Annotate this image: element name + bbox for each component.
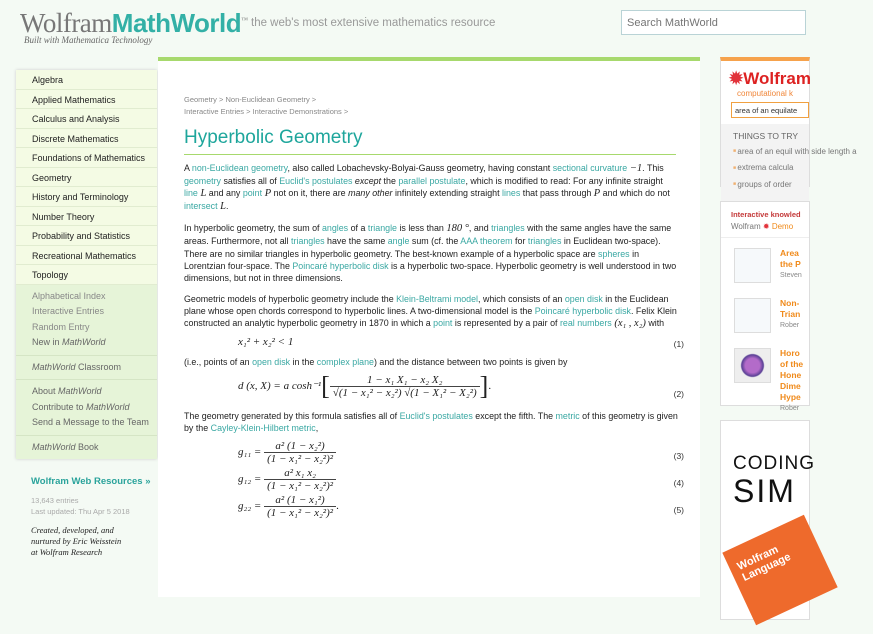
equation-denominator: (1 − x₁² − x₂²)² <box>267 479 334 492</box>
demo-item[interactable] <box>721 238 809 288</box>
text: , <box>315 422 319 433</box>
inline-link[interactable]: Cayley-Klein-Hilbert metric <box>210 422 316 433</box>
equation-numerator: a² x₁ x₂ <box>264 467 336 480</box>
sidebar-lower <box>31 476 156 558</box>
ad-text: CODING <box>733 453 815 474</box>
equation-denominator: (1 − x₁² − x₂²)² <box>267 507 334 520</box>
breadcrumb-separator: > <box>216 95 226 104</box>
equation-denominator: (1 − x₁² − x₂²)² <box>267 452 334 465</box>
math-inline: L <box>217 201 227 213</box>
title-divider <box>184 154 676 155</box>
text: except the fifth. The <box>472 410 556 421</box>
text: Geometric models of hyperbolic geometry include the <box>184 293 397 304</box>
inline-link[interactable]: intersect <box>184 201 218 212</box>
demo-author: Steven <box>780 272 802 279</box>
demo-brand-b: Demo <box>771 222 794 231</box>
demo-brand: Wolfram <box>731 222 761 231</box>
text: in Lorentzian four-space. The <box>184 248 639 271</box>
math-inline: P <box>262 188 272 200</box>
fraction <box>264 467 336 492</box>
text: sum (cf. the <box>409 236 461 247</box>
sidebar-category[interactable]: Probability and Statistics <box>16 226 157 246</box>
demo-spikey-icon: ✹ <box>762 222 770 231</box>
inline-link[interactable]: Poincaré hyperbolic disk <box>534 305 631 316</box>
link-text-italic: MathWorld <box>62 337 106 347</box>
credit-line: Created, developed, and <box>31 525 114 535</box>
inline-link[interactable]: point <box>433 318 453 329</box>
demo-title[interactable]: Hype <box>780 392 801 402</box>
sidebar-category[interactable]: History and Terminology <box>16 187 157 207</box>
inline-link[interactable]: angles <box>321 223 349 234</box>
demo-title[interactable]: Horo <box>780 348 800 358</box>
logo-text-mathworld: MathWorld <box>111 8 242 38</box>
text: for <box>512 236 528 247</box>
sidebar-category[interactable]: Recreational Mathematics <box>16 246 157 266</box>
demo-thumbnail[interactable] <box>734 248 771 283</box>
sidebar-category[interactable]: Geometry <box>16 168 157 188</box>
metric-equation <box>238 494 684 520</box>
breadcrumb-row <box>184 94 348 106</box>
demo-title[interactable]: Area <box>780 248 799 258</box>
text: . Felix Klein constructed an analytic hyperbolic geometry in 1870 in which a <box>184 305 677 329</box>
equation-number: (1) <box>673 339 684 350</box>
credit-line: nurtured by Eric Weisstein <box>31 536 122 546</box>
things-to-try-item[interactable]: ■ area of an equil with side length a <box>733 146 873 157</box>
logo-subtitle: Built with Mathematica Technology <box>24 35 153 45</box>
paragraph <box>184 222 678 283</box>
sidebar-link[interactable] <box>32 335 157 351</box>
demo-title[interactable]: Non- <box>780 298 800 308</box>
text: in Euclidean two-space). There are no similar triangles in hyperbolic geometry. The best-known example of a hyperbolic space are <box>184 236 661 259</box>
main-content <box>158 57 700 597</box>
breadcrumb-separator: > <box>341 106 349 116</box>
inline-link[interactable]: metric <box>555 410 580 421</box>
demo-heading: Interactive knowled <box>731 210 801 219</box>
metric-equation <box>238 466 684 492</box>
breadcrumb-link[interactable]: Non-Euclidean Geometry <box>225 95 310 104</box>
metric-equation <box>238 439 684 465</box>
equation-lhs: g₁₁ = <box>238 445 262 458</box>
inline-link[interactable]: Klein-Beltrami model <box>396 293 479 304</box>
fraction <box>264 440 336 465</box>
link-text: New in <box>32 337 63 347</box>
breadcrumb <box>184 94 348 117</box>
inline-link[interactable]: open disk <box>564 293 603 304</box>
link-text: Send a Message to the Team <box>32 417 149 427</box>
inline-link[interactable]: triangles <box>491 223 525 234</box>
text: is a hyperbolic two-space. Hyperbolic geometry is well understood in two dimensions, but not in three dimensions. <box>184 260 677 283</box>
inline-link[interactable]: Poincaré hyperbolic disk <box>292 260 389 271</box>
math-inline: P <box>593 188 601 200</box>
wa-subtitle: computational k <box>737 89 794 98</box>
inline-link[interactable]: non-Euclidean geometry <box>191 163 288 173</box>
link-text: Interactive Entries <box>32 306 105 316</box>
sidebar-category[interactable]: Discrete Mathematics <box>16 129 157 149</box>
inline-link[interactable]: triangles <box>527 236 562 247</box>
equation-number: (4) <box>673 477 684 488</box>
wolfram-alpha-input[interactable]: area of an equilate <box>731 102 809 118</box>
text: satisfies all of <box>221 176 280 187</box>
book-cover[interactable]: Wolfram Language <box>722 515 837 626</box>
sidebar-category[interactable]: Calculus and Analysis <box>16 109 157 129</box>
search-input[interactable] <box>621 10 806 35</box>
last-updated: Last updated: Thu Apr 5 2018 <box>31 507 130 516</box>
things-to-try-item[interactable]: ■ extrema calcula <box>733 162 809 173</box>
inline-link[interactable]: complex plane <box>316 357 374 368</box>
demo-item[interactable] <box>721 288 809 338</box>
paragraph <box>184 410 678 434</box>
things-to-try-item[interactable]: ■ groups of order <box>733 179 809 190</box>
credit-line: at Wolfram Research <box>31 547 103 557</box>
demo-title[interactable]: Trian <box>780 309 801 319</box>
breadcrumb-separator: > <box>244 106 253 116</box>
equation-number: (2) <box>673 389 684 400</box>
text: infinitely extending straight <box>392 188 503 199</box>
demo-title[interactable]: the P <box>780 259 801 269</box>
equation-numerator: a² (1 − x₁²) <box>264 494 336 507</box>
inline-link[interactable]: geometry <box>184 176 221 187</box>
text: . This <box>642 163 664 173</box>
sidebar-category[interactable]: Foundations of Mathematics <box>16 148 157 168</box>
entry-count: 13,643 entries <box>31 496 79 505</box>
inline-link[interactable]: line <box>184 188 198 199</box>
inline-link[interactable]: AAA theorem <box>460 236 513 247</box>
demo-thumbnail[interactable] <box>734 348 771 383</box>
paragraph <box>184 162 678 213</box>
text: , also called Lobachevsky-Bolyai-Gauss geometry, having constant <box>287 163 553 173</box>
page-title: Hyperbolic Geometry <box>184 127 363 148</box>
text: not on it, there are <box>271 188 349 199</box>
breadcrumb-link[interactable]: Geometry <box>184 95 217 104</box>
things-to-try-heading: THINGS TO TRY <box>733 131 799 141</box>
logo-text: Wolfram <box>20 8 112 38</box>
demo-title[interactable]: Hone <box>780 370 802 380</box>
demo-title[interactable]: Dime <box>780 381 801 391</box>
text: In hyperbolic geometry, the sum of <box>184 223 322 234</box>
math-inline: L <box>197 188 207 200</box>
sidebar-link[interactable] <box>32 384 157 400</box>
text: that pass through <box>520 188 594 199</box>
inline-link[interactable]: spheres <box>598 248 630 259</box>
sidebar-link[interactable] <box>32 304 157 320</box>
paragraph <box>184 293 678 330</box>
text: is less than <box>396 223 447 234</box>
wolfram-star-icon: ✹ <box>729 69 744 88</box>
tm: ™ <box>241 16 248 24</box>
equation-lhs: g₁₂ = <box>238 473 262 485</box>
inline-link[interactable]: open disk <box>252 357 291 368</box>
text: and which do not <box>600 188 670 199</box>
fraction <box>264 494 336 519</box>
sidebar-book[interactable]: MathWorld Book <box>32 441 99 452</box>
text: The geometry generated by this formula satisfies all of <box>184 410 400 421</box>
text: have the same <box>324 236 388 247</box>
breadcrumb-separator: > <box>309 95 317 104</box>
demo-author: Rober <box>780 322 800 329</box>
link-text-italic: MathWorld <box>86 401 130 412</box>
sidebar-category[interactable]: Applied Mathematics <box>16 90 157 110</box>
text: with the same angles have the same areas. Furthermore, not all <box>184 223 672 247</box>
inline-link[interactable]: sectional curvature <box>552 163 628 173</box>
text: with <box>645 318 665 329</box>
tagline: the web's most extensive mathematics resource <box>251 17 496 29</box>
link-text: About <box>32 386 59 396</box>
wolfram-alpha-widget <box>720 57 857 189</box>
text: many other <box>348 188 393 199</box>
demonstrations-widget <box>720 201 810 412</box>
paragraph <box>184 356 678 368</box>
text: in the <box>290 357 317 368</box>
inline-link[interactable]: angle <box>387 236 410 247</box>
breadcrumb-link[interactable]: Interactive Entries <box>184 106 245 116</box>
wolfram-web-resources-link[interactable]: Wolfram Web Resources » <box>31 476 151 487</box>
equation-numerator: a² (1 − x₂²) <box>264 440 336 453</box>
equation-2: d (x, X) = a cosh⁻¹[ $\frac{\text{1 − x₁ X₁ − x₂ X₂}}{\text{√(1 − x₁² − x₂²) √(1 − X₁² − X₂²)}}$ ]. (2) <box>238 371 684 401</box>
ad-text-large: SIM <box>733 473 796 509</box>
equation-number: (3) <box>673 450 684 461</box>
inline-link[interactable]: triangles <box>291 236 325 247</box>
inline-link[interactable]: triangle <box>367 223 397 234</box>
equation-1 <box>238 336 684 350</box>
text: and any <box>206 188 243 199</box>
link-text-italic: MathWorld <box>58 386 102 396</box>
inline-link[interactable]: Euclid's postulates <box>399 410 473 421</box>
sidebar-link[interactable] <box>32 289 157 305</box>
equation-lhs: g₂₂ = <box>238 500 262 513</box>
link-text: Random Entry <box>32 321 90 332</box>
header <box>0 0 800 55</box>
text: in the Euclidean plane whose open chords correspond to hyperbolic lines. A two-dimensional model is the <box>184 293 669 316</box>
text: the <box>381 176 399 187</box>
text: is represented by a pair of <box>452 318 560 329</box>
text: ) and the distance between two points is given by <box>373 357 568 368</box>
demo-thumbnail[interactable] <box>734 298 771 333</box>
wolfram-alpha-logo[interactable] <box>721 61 809 89</box>
equation-number: (5) <box>673 505 684 516</box>
demo-title[interactable]: of the <box>780 359 804 369</box>
breadcrumb-row <box>184 106 348 118</box>
text: (i.e., points of an <box>184 357 253 368</box>
text: A <box>184 163 192 173</box>
inline-link[interactable]: point <box>242 188 263 199</box>
sidebar-link[interactable] <box>32 320 157 336</box>
text: of a <box>348 223 368 234</box>
sidebar-category[interactable]: Algebra <box>16 70 157 90</box>
breadcrumb-link[interactable]: Interactive Demonstrations <box>252 106 342 116</box>
text: , which consists of an <box>478 293 565 304</box>
sidebar <box>16 70 157 459</box>
sidebar-classroom[interactable]: MathWorld Classroom <box>32 361 122 372</box>
sidebar-link[interactable] <box>32 415 157 431</box>
equation-denominator: √(1 − x₁² − x₂²) √(1 − X₁² − X₂²) <box>332 387 477 400</box>
text: , and <box>468 223 492 234</box>
inline-link[interactable]: parallel postulate <box>398 176 466 187</box>
text: . <box>226 201 229 212</box>
inline-link[interactable]: lines <box>502 188 521 199</box>
sidebar-category[interactable]: Number Theory <box>16 207 157 227</box>
math-inline: 180 ° <box>446 223 469 235</box>
sidebar-category[interactable]: Topology <box>16 265 157 285</box>
equation-text: x₁² + x₂² < 1 <box>238 336 294 349</box>
link-text: Contribute to <box>32 401 87 412</box>
equation-lhs: d (x, X) = a cosh⁻¹ <box>238 380 322 393</box>
demo-author: Rober <box>780 405 800 412</box>
logo-text: Wolfram <box>743 69 811 88</box>
text: except <box>354 176 382 187</box>
text: of this geometry is given by the <box>184 410 678 433</box>
inline-link[interactable]: Euclid's postulates <box>279 176 353 187</box>
math-inline: −1 <box>627 163 643 174</box>
equation-tail: . <box>336 500 339 513</box>
inline-link[interactable]: real numbers <box>559 318 612 329</box>
sidebar-link[interactable] <box>32 400 157 416</box>
demo-item[interactable] <box>721 338 809 412</box>
equation-numerator: 1 − x₁ X₁ − x₂ X₂ <box>367 374 443 387</box>
math-inline: (x₁ , x₂) <box>611 318 646 330</box>
article-body <box>184 162 684 521</box>
text: , which is modified to read: For any infinite straight <box>465 176 663 187</box>
link-text: Alphabetical Index <box>32 290 106 301</box>
